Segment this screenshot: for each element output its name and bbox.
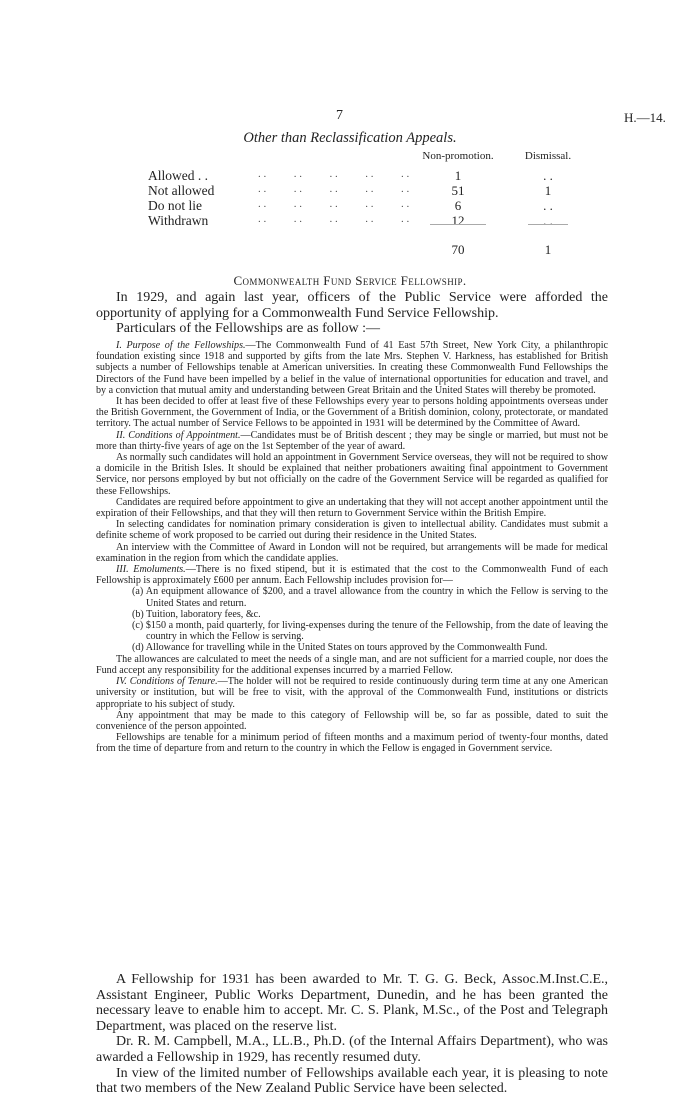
col-header-dismissal: Dismissal. bbox=[524, 150, 572, 162]
total-rule bbox=[528, 224, 568, 225]
col-header-non-promotion: Non-promotion. bbox=[422, 150, 494, 162]
dismissal-value: 1 bbox=[544, 183, 552, 198]
paragraph-text: —The Commonwealth Fund of 41 East 57th Street, New York City, a philanthropic foundation existing since 1918 and supported by gifts from the late Mrs. Stephen V. Harkness, has established for British subjects a number of Fellowships tenable at American universities. In creating these Commonwealth Fund Fellowships the Directors of the Fund have been impelled by a belief in the value of international opportunities for education and travel, and by a conviction that mutual amity and understanding between Great Britain and the United States will thereby be promoted. bbox=[96, 340, 608, 396]
paragraph-text: —The holder will not be required to reside continuously during term time at any one American university or institution, but will be free to visit, with the approval of the Commonwealth Fund, institutions or districts appropriate to his subject of study. bbox=[96, 676, 608, 710]
non-promotion-value: 51 bbox=[451, 183, 465, 198]
table-row bbox=[148, 198, 588, 213]
non-promotion-value: 6 bbox=[454, 198, 462, 213]
paragraph: Fellowships are tenable for a minimum period of fifteen months and a maximum period of twenty-four months, dated from the time of departure from and return to the country in which the Fellow is engaged in Government service. bbox=[96, 732, 608, 755]
row-label: Withdrawn bbox=[148, 213, 209, 228]
list-item: (c) $150 a month, paid quarterly, for living-expenses during the tenure of the Fellowship, from the date of leaving the country in which the Fellow is serving. bbox=[132, 620, 608, 643]
paragraph: A Fellowship for 1931 has been awarded to Mr. T. G. G. Beck, Assoc.M.Inst.C.E., Assistant Engineer, Public Works Department, Dunedin, and he has been granted the necessary leave to enable him to accept. Mr. C. S. Plank, M.Sc., of the Post and Telegraph Department, was placed on the reserve list. bbox=[96, 972, 608, 1034]
paragraph-heading: III. Emoluments. bbox=[116, 564, 186, 576]
paragraph: In selecting candidates for nomination primary consideration is given to intellectual ability. Candidates must submit a definite scheme of work proposed to be carried out during their residence in the United States. bbox=[96, 519, 608, 542]
dismissal-value: . . bbox=[543, 213, 553, 228]
paragraph: Dr. R. M. Campbell, M.A., LL.B., Ph.D. (of the Internal Affairs Department), who was awarded a Fellowship in 1929, has recently resumed duty. bbox=[96, 1034, 608, 1065]
row-label: Do not lie bbox=[148, 198, 202, 213]
leader-dots: . . . . . . . . . . bbox=[258, 168, 410, 180]
paragraph bbox=[96, 430, 608, 452]
paragraph bbox=[96, 564, 608, 586]
dismissal-value: . . bbox=[543, 198, 553, 213]
intro-paragraph: Particulars of the Fellowships are as follow :— bbox=[116, 321, 381, 337]
paragraph: An interview with the Committee of Award in London will not be required, but arrangements will be made for medical examination in the region from which the candidate applies. bbox=[96, 541, 608, 564]
fellowship-particulars bbox=[96, 340, 608, 755]
total-rule bbox=[430, 224, 486, 225]
paragraph-text: —There is no fixed stipend, but it is estimated that the cost to the Commonwealth Fund of each Fellowship is approximately £600 per annum. Each Fellowship includes provision for— bbox=[96, 564, 609, 587]
paragraph: It has been decided to offer at least five of these Fellowships every year to persons holding appointments overseas under the British Government, the Government of India, or the Government of a British dominion, colony, protectorate, or mandated territory. The actual number of Service Fellows to be appointed in 1931 will be determined by the Committee of Award. bbox=[96, 396, 608, 430]
paragraph-heading: IV. Conditions of Tenure. bbox=[116, 676, 218, 688]
paragraph: In view of the limited number of Fellowships available each year, it is pleasing to note that two members of the New Zealand Public Service have been selected. bbox=[96, 1065, 608, 1097]
row-label: Allowed . . bbox=[148, 168, 208, 183]
paragraph-heading: II. Conditions of Appointment. bbox=[116, 429, 241, 441]
list-item: (b) Tuition, laboratory fees, &c. bbox=[132, 608, 261, 620]
leader-dots: . . . . . . . . . . bbox=[258, 183, 410, 195]
non-promotion-value: 12 bbox=[451, 213, 465, 228]
section-title: Commonwealth Fund Service Fellowship. bbox=[233, 273, 467, 288]
table-row bbox=[148, 213, 588, 228]
total-row bbox=[148, 242, 588, 257]
appeals-table bbox=[148, 150, 588, 257]
paragraph: Candidates are required before appointment to give an undertaking that they will not accept another appointment until the expiration of their Fellowships, and that they will then return to Government Service within the British Empire. bbox=[96, 496, 608, 520]
paragraph: Any appointment that may be made to this category of Fellowship will be, so far as possible, dated to suit the convenience of the person appointed. bbox=[96, 709, 608, 732]
leader-dots: . . . . . . . . . . bbox=[258, 198, 410, 210]
table-header-row bbox=[148, 150, 588, 168]
table-row bbox=[148, 168, 588, 183]
paragraph bbox=[96, 340, 608, 396]
paragraph-text: —Candidates must be of British descent ; they may be single or married, but must not be more than thirty-five years of age on the 1st September of the year of award. bbox=[96, 429, 608, 452]
conclusion-block bbox=[96, 972, 608, 1097]
row-label: Not allowed bbox=[148, 183, 215, 198]
dismissal-total: 1 bbox=[544, 242, 552, 257]
leader-dots: . . . . . . . . . . bbox=[258, 213, 410, 225]
paragraph: The allowances are calculated to meet the needs of a single man, and are not sufficient for a married couple, nor does the Fund accept any responsibility for the additional expenses incurred by a married Fellow. bbox=[96, 653, 608, 676]
dismissal-value: . . bbox=[543, 168, 553, 183]
table-row bbox=[148, 183, 588, 198]
list-item: (a) An equipment allowance of $200, and a travel allowance from the country in which the Fellow is serving to the United States and return. bbox=[132, 586, 608, 609]
list-item: (d) Allowance for travelling while in the United States on tours approved by the Commonwealth Fund. bbox=[132, 642, 548, 654]
page-number: 7 bbox=[336, 108, 343, 123]
intro-block bbox=[96, 290, 608, 337]
document-reference: H.—14. bbox=[624, 110, 666, 125]
non-promotion-total: 70 bbox=[451, 242, 465, 257]
intro-paragraph: In 1929, and again last year, officers of the Public Service were afforded the opportunity of applying for a Commonwealth Fund Service Fellowship. bbox=[96, 290, 608, 321]
table-title: Other than Reclassification Appeals. bbox=[243, 130, 457, 146]
paragraph-heading: I. Purpose of the Fellowships. bbox=[116, 340, 246, 351]
paragraph bbox=[96, 676, 608, 710]
non-promotion-value: 1 bbox=[454, 168, 462, 183]
paragraph: As normally such candidates will hold an appointment in Government Service overseas, they will not be required to show a domicile in the British Isles. It should be explained that neither probationers awaiting final appointment to Government Service, nor persons employed by but not officially on the cadre of the Government Service will be regarded as qualified for these Fellowships. bbox=[96, 452, 608, 497]
